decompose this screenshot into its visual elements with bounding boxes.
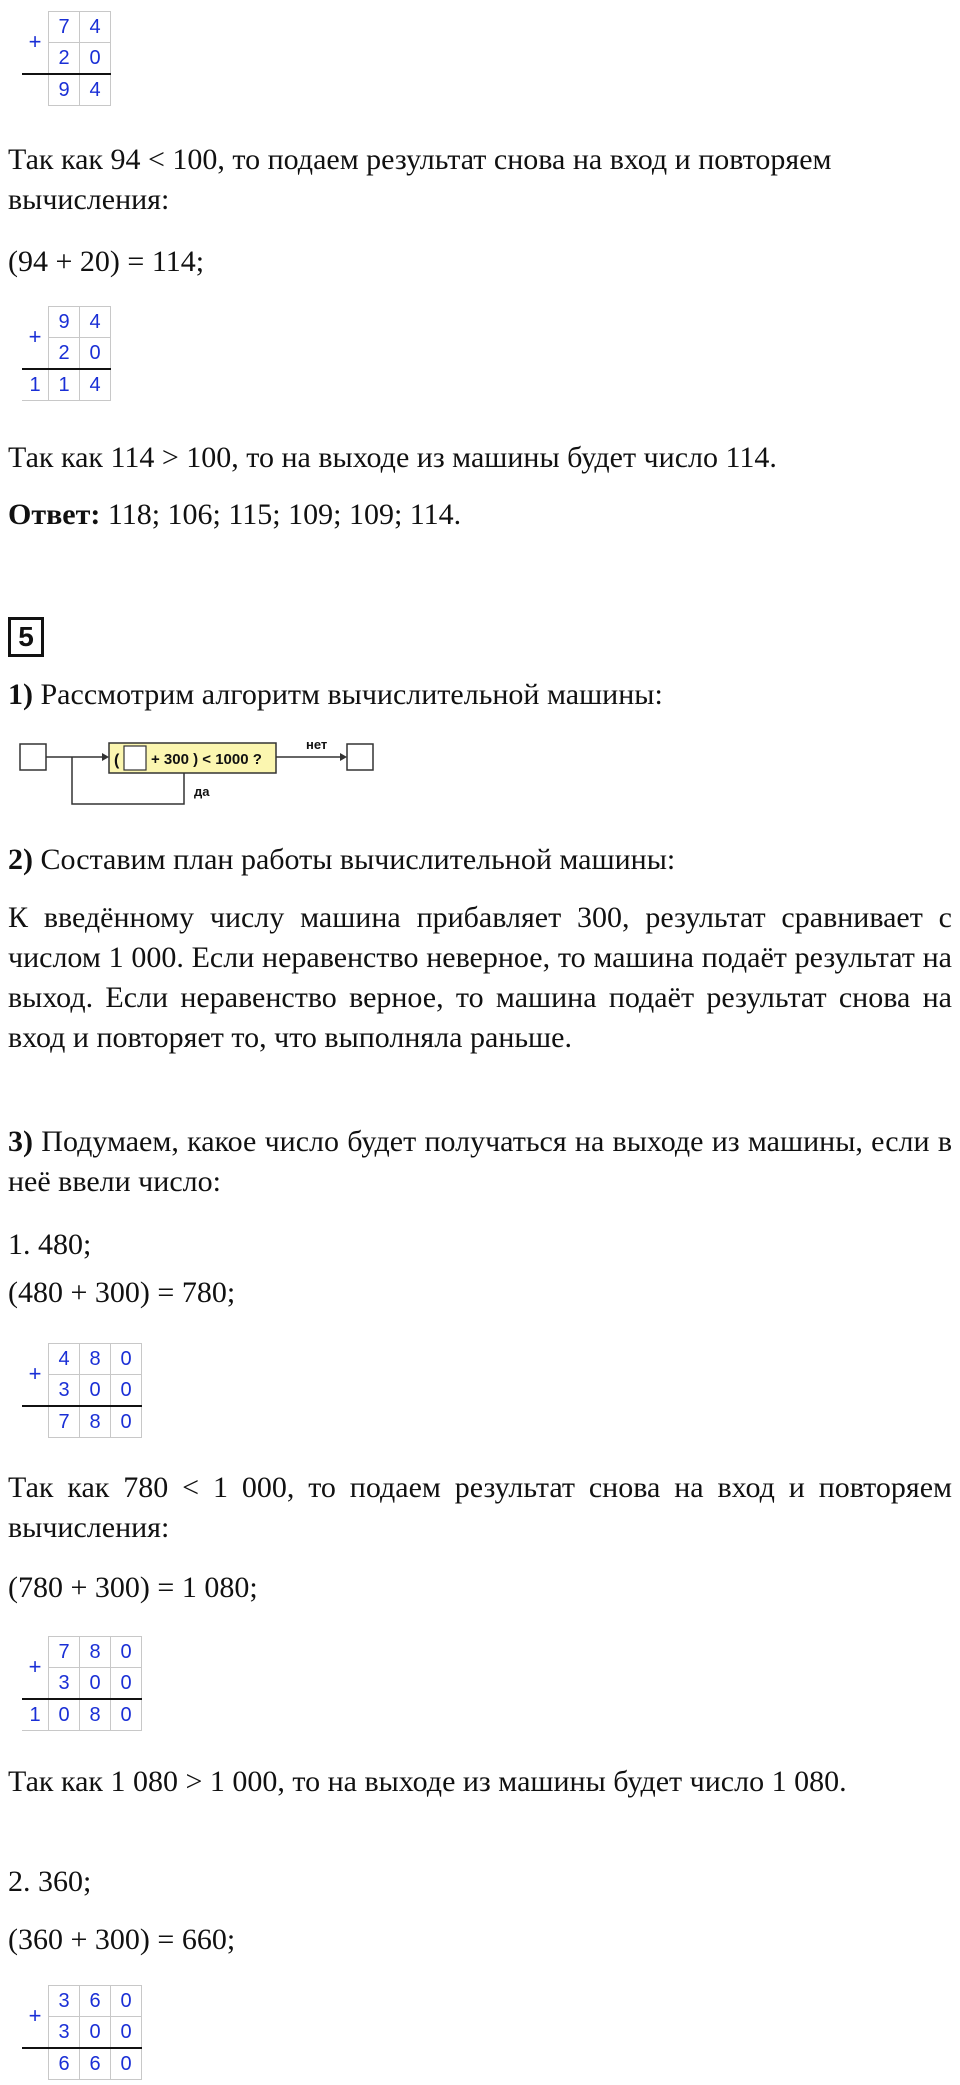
grid-cell: 7: [49, 1637, 80, 1668]
paragraph: Так как 114 > 100, то на выходе из машины будет число 114.: [8, 441, 777, 474]
grid-cell: 6: [49, 2048, 80, 2080]
open-paren: (: [114, 752, 120, 769]
grid-cell: 0: [80, 338, 111, 370]
answer-label: Ответ:: [8, 498, 101, 531]
grid-cell: 4: [80, 74, 111, 106]
grid-cell: 8: [80, 1406, 111, 1438]
equation: (360 + 300) = 660;: [8, 1923, 236, 1956]
algorithm-diagram: [14, 734, 384, 814]
grid-cell: 4: [80, 307, 111, 338]
grid-cell: 1: [49, 369, 80, 401]
plus-sign: +: [28, 1654, 42, 1680]
addition-grid-3: [22, 1343, 142, 1438]
plan-paragraph: К введённому числу машина прибавляет 300, результат сравнивает с числом 1 000. Если неравенство неверное, то машина подаёт результат на выход. Если неравенство верное, то машина подаёт результат снова на вход и повторяет то, что выполняла раньше.: [8, 901, 952, 1054]
step-number: 1): [8, 678, 33, 711]
step-2: [8, 840, 952, 880]
step-number: 3): [8, 1125, 33, 1158]
grid-cell: 0: [111, 1699, 142, 1731]
addition-grid-4: [22, 1636, 142, 1731]
step-text: Подумаем, какое число будет получаться на выходе из машины, если в неё ввели число:: [8, 1125, 952, 1198]
equation: (94 + 20) = 114;: [8, 245, 205, 278]
plus-sign: +: [28, 1361, 42, 1387]
grid-cell: 9: [49, 307, 80, 338]
grid-cell: 0: [80, 43, 111, 75]
grid-cell: 0: [111, 1406, 142, 1438]
plus-sign: +: [28, 2003, 42, 2029]
grid-cell: 0: [111, 1344, 142, 1375]
grid-cell: 0: [111, 1375, 142, 1407]
input-box: [20, 744, 46, 770]
answer: [8, 495, 952, 535]
step-text: Составим план работы вычислительной машины:: [33, 843, 676, 876]
grid-cell: 0: [80, 2017, 111, 2049]
grid-cell: 8: [80, 1699, 111, 1731]
grid-cell: 7: [49, 12, 80, 43]
paragraph: Так как 94 < 100, то подаем результат снова на вход и повторяем вычисления:: [8, 143, 832, 216]
answer-value: 118; 106; 115; 109; 109; 114.: [100, 498, 462, 531]
equation: (480 + 300) = 780;: [8, 1276, 236, 1309]
grid-cell: 9: [49, 74, 80, 106]
grid-cell: 1: [22, 369, 49, 401]
addition-grid-2: [22, 306, 111, 401]
step-3: [8, 1122, 952, 1202]
step-text: Рассмотрим алгоритм вычислительной машины:: [33, 678, 663, 711]
plus-sign: +: [28, 29, 42, 55]
condition-text: + 300 ) < 1000 ?: [151, 751, 262, 768]
grid-cell: 0: [80, 1668, 111, 1700]
grid-cell: 3: [49, 2017, 80, 2049]
task-number: 5: [8, 617, 44, 657]
grid-cell: 3: [49, 1986, 80, 2017]
plus-sign: +: [28, 324, 42, 350]
grid-cell: 4: [80, 369, 111, 401]
case-1: 1. 480;: [8, 1228, 92, 1261]
grid-cell: 0: [111, 1986, 142, 2017]
no-label: нет: [306, 737, 328, 752]
output-box: [347, 744, 373, 770]
grid-cell: 2: [49, 338, 80, 370]
grid-cell: 8: [80, 1637, 111, 1668]
grid-cell: 2: [49, 43, 80, 75]
grid-cell: 4: [49, 1344, 80, 1375]
grid-cell: 6: [80, 1986, 111, 2017]
grid-cell: 0: [111, 1668, 142, 1700]
addition-grid-5: [22, 1985, 142, 2080]
grid-cell: 0: [80, 1375, 111, 1407]
equation: (780 + 300) = 1 080;: [8, 1571, 258, 1604]
paragraph: Так как 1 080 > 1 000, то на выходе из машины будет число 1 080.: [8, 1765, 847, 1798]
step-1: [8, 675, 952, 715]
grid-cell: 6: [80, 2048, 111, 2080]
case-2: 2. 360;: [8, 1865, 92, 1898]
grid-cell: 8: [80, 1344, 111, 1375]
grid-cell: 7: [49, 1406, 80, 1438]
step-number: 2): [8, 843, 33, 876]
grid-cell: 1: [22, 1699, 49, 1731]
grid-cell: 0: [111, 2017, 142, 2049]
paragraph: Так как 780 < 1 000, то подаем результат снова на вход и повторяем вычисления:: [8, 1471, 952, 1544]
grid-cell: 0: [111, 1637, 142, 1668]
grid-cell: 4: [80, 12, 111, 43]
grid-cell: 0: [49, 1699, 80, 1731]
grid-cell: 0: [111, 2048, 142, 2080]
addition-grid-1: [22, 11, 111, 106]
number-placeholder-box: [124, 746, 146, 770]
grid-cell: 3: [49, 1375, 80, 1407]
grid-cell: 3: [49, 1668, 80, 1700]
yes-label: да: [194, 784, 210, 799]
